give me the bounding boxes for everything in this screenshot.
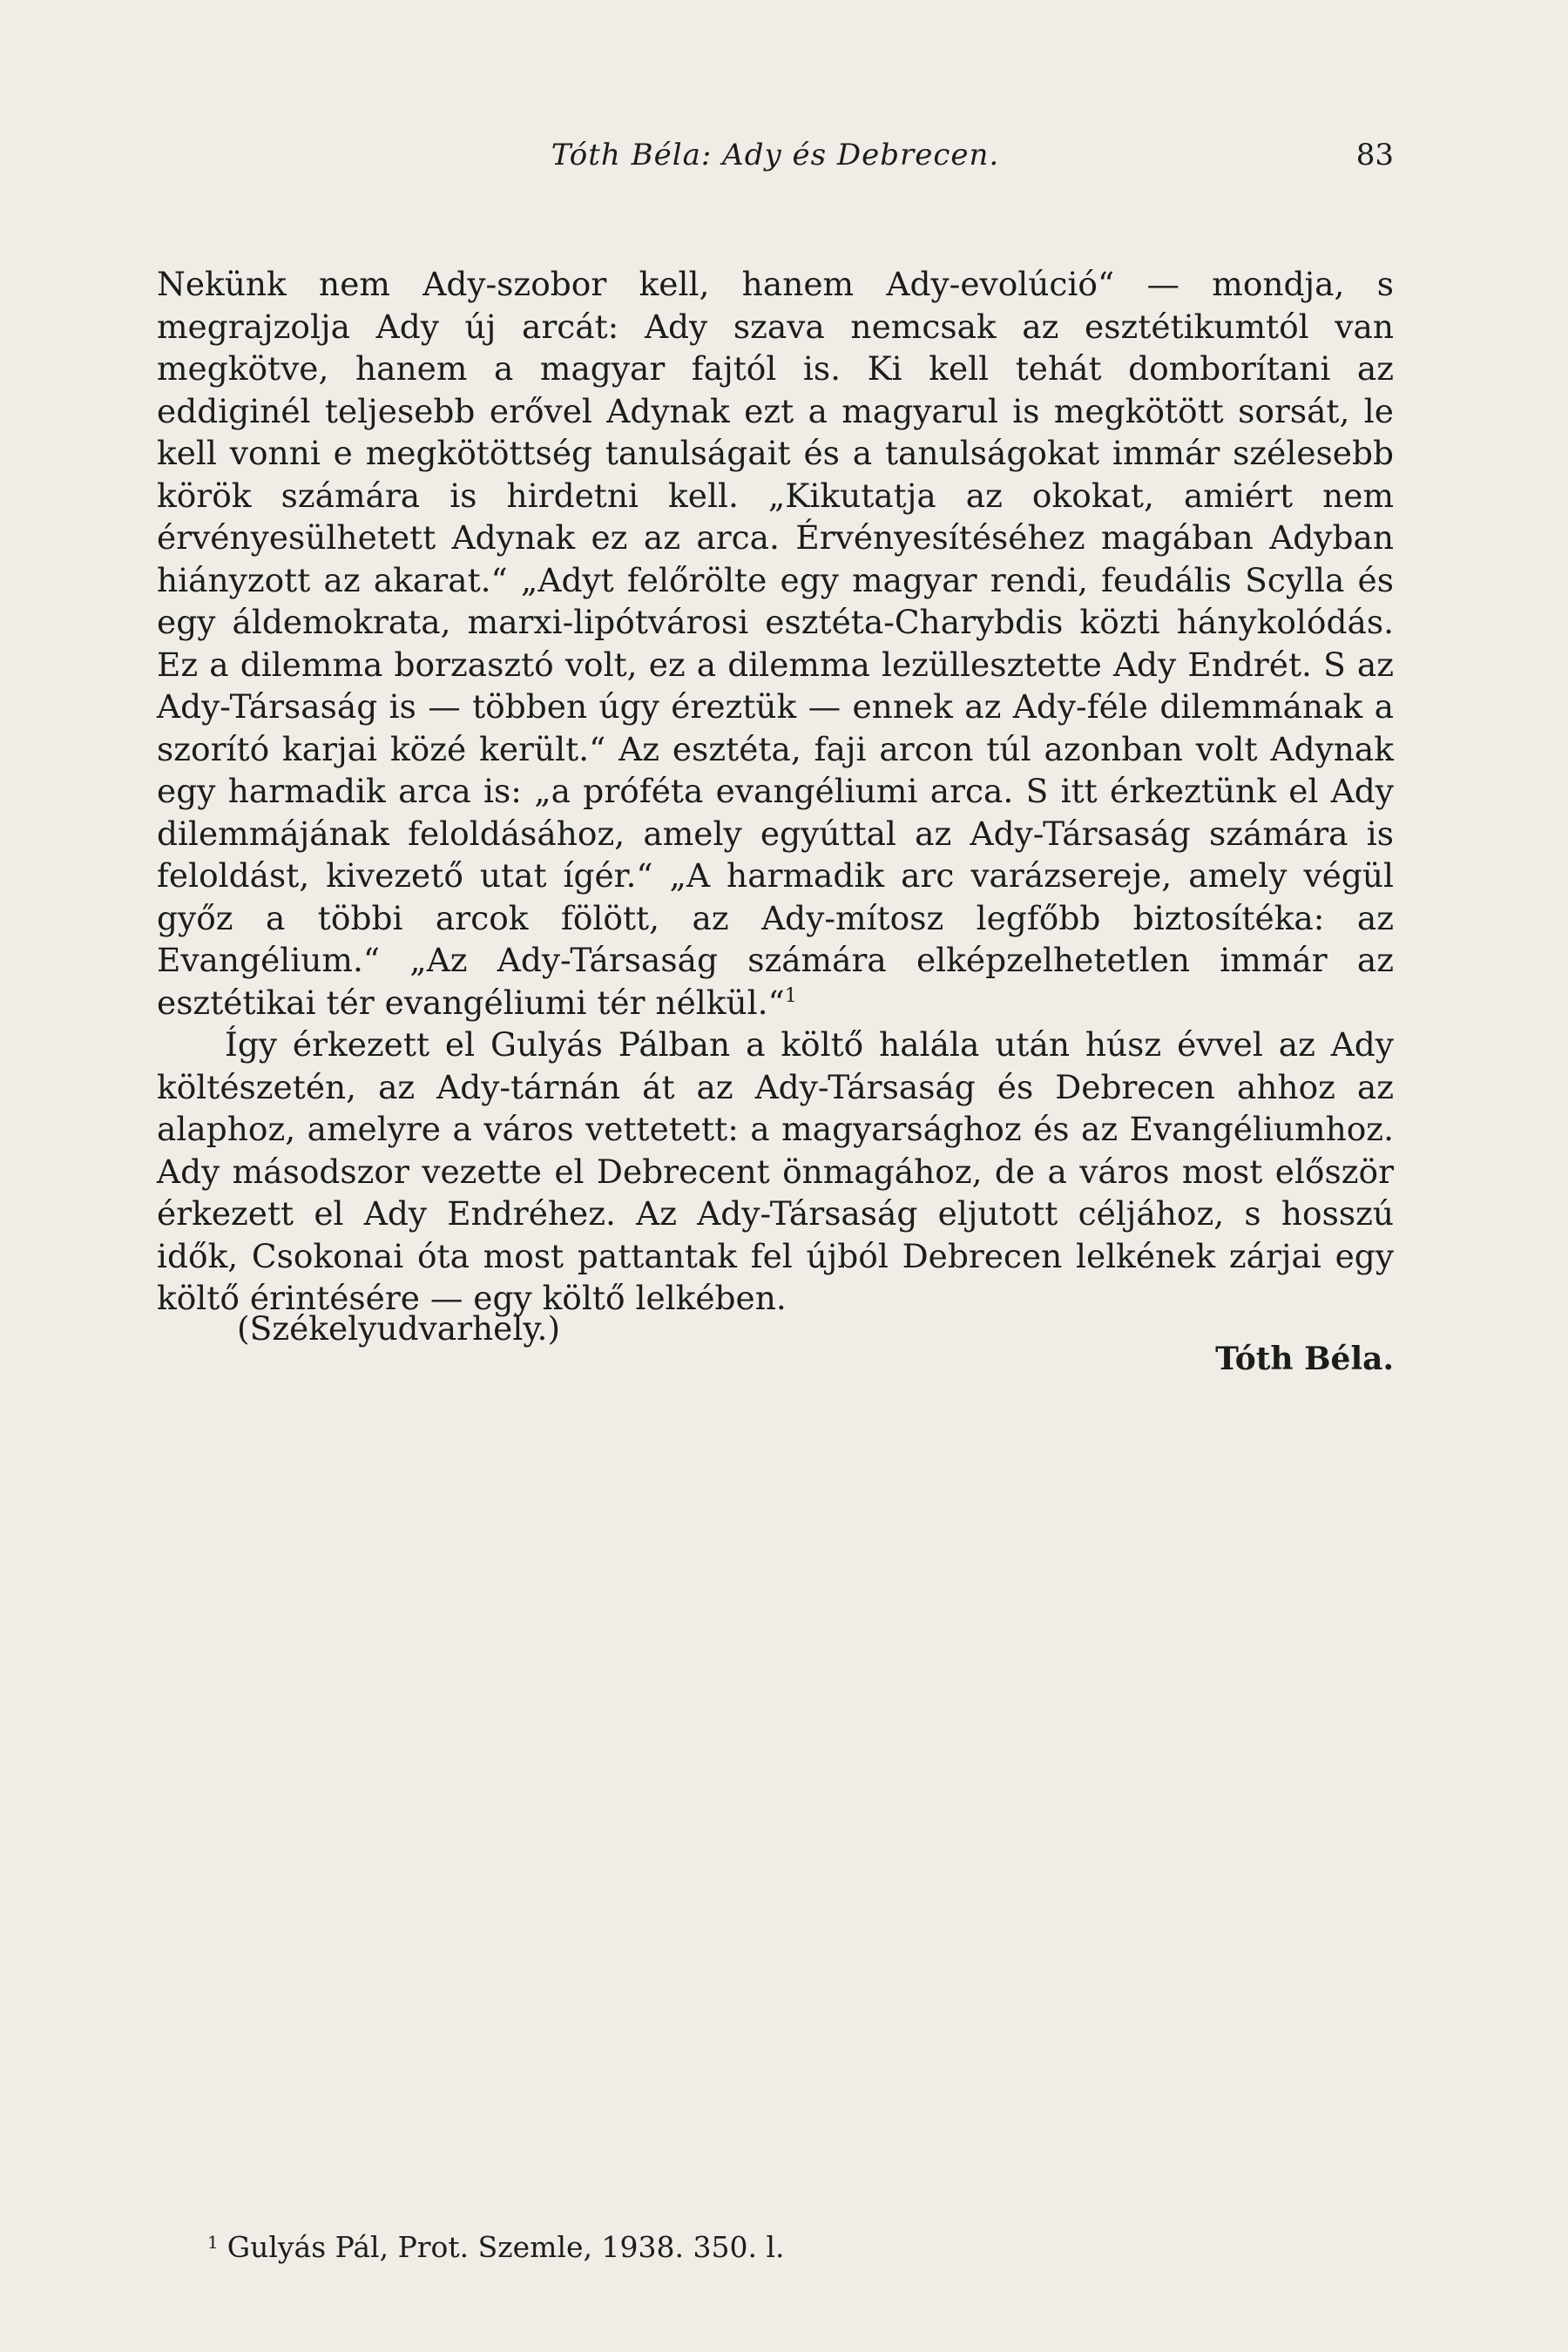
article-closing <box>157 1309 1394 1377</box>
article-body <box>157 263 1394 1320</box>
footnote-reference: 1 <box>784 984 797 1007</box>
paragraph-text: Nekünk nem Ady-szobor kell, hanem Ady-evolúció“ — mondja, s megrajzolja Ady új arcát: Ady szava nemcsak az esztétikumtól van megkötve, hanem a magyar fajtól is. Ki kell tehát domborítani az eddiginél teljesebb erővel Adynak ezt a magyarul is megkötött sorsát, le kell vonni e megkötöttség tanulságait és a tanulságokat immár szélesebb körök számára is hirdetni kell. „Kikutatja az okokat, amiért nem érvényesülhetett Adynak ez az arca. Érvényesítéséhez magában Adyban hiányzott az akarat.“ „Adyt felőrölte egy magyar rendi, feudális Scylla és egy áldemokrata, marxi-lipótvárosi esztéta-Charybdis közti hánykolódás. Ez a dilemma borzasztó volt, ez a dilemma lezüllesztette Ady Endrét. S az Ady-Társaság is — többen úgy éreztük — ennek az Ady-féle dilemmának a szorító karjai közé került.“ Az esztéta, faji arcon túl azonban volt Adynak egy harmadik arca is: „a próféta evangéliumi arca. S itt érkeztünk el Ady dilemmájának feloldásához, amely egyúttal az Ady-Társaság számára is feloldást, kivezető utat ígér.“ „A harmadik arc varázsereje, amely végül győz a többi arcok fölött, az Ady-mítosz legfőbb biztosítéka: az Evangélium.“ „Az Ady-Társaság számára elképzelhetetlen immár az esztétikai tér evangéliumi tér nélkül.“ <box>157 265 1394 1022</box>
body-paragraph <box>157 263 1394 1024</box>
footnote <box>207 2230 785 2264</box>
body-paragraph: Így érkezett el Gulyás Pálban a költő halála után húsz évvel az Ady költészetén, az Ady-tárnán át az Ady-Társaság és Debrecen ahhoz az alaphoz, amelyre a város vettetett: a magyarsághoz és az Evangéliumhoz. Ady másodszor vezette el Debrecent önmagához, de a város most először érkezett el Ady Endréhez. Az Ady-Társaság eljutott céljához, s hosszú idők, Csokonai óta most pattantak fel újból Debrecen lelkének zárjai egy költő érintésére — egy költő lelkében. <box>157 1025 1394 1317</box>
running-title: Tóth Béla: Ady és Debrecen. <box>551 138 1000 172</box>
running-header <box>157 138 1394 181</box>
footnote-mark: 1 <box>207 2232 219 2253</box>
page-number: 83 <box>1355 138 1394 172</box>
author-signature: Tóth Béla. <box>1215 1341 1394 1377</box>
footnote-text: Gulyás Pál, Prot. Szemle, 1938. 350. l. <box>226 2230 785 2264</box>
place-of-writing: (Székelyudvarhely.) <box>237 1309 561 1348</box>
